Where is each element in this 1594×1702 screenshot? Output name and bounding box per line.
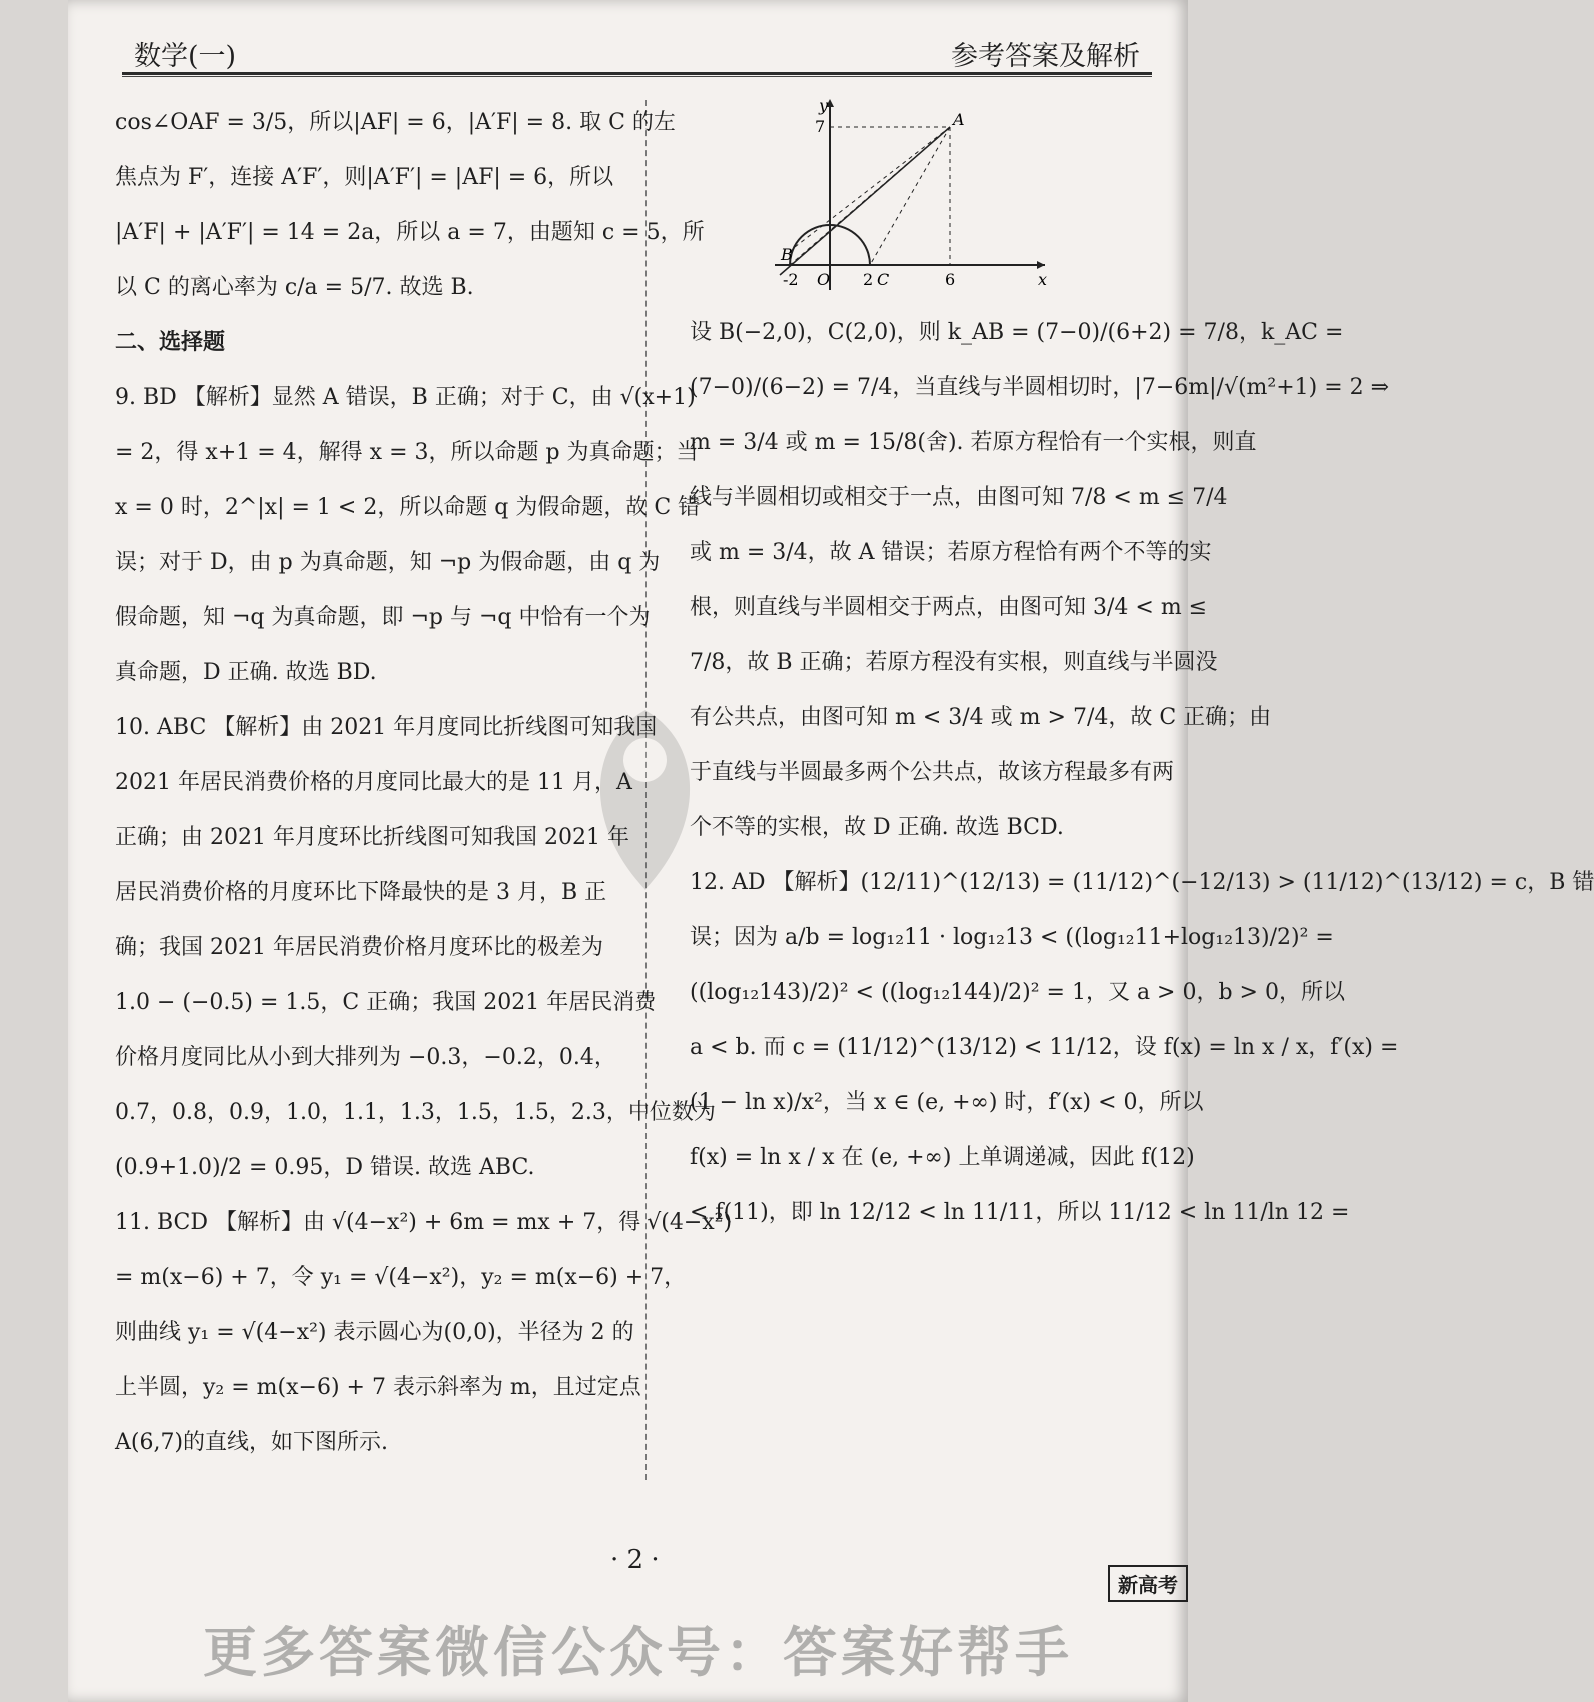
label-a: A xyxy=(953,110,965,129)
text-line: 设 B(−2,0)，C(2,0)，则 k_AB = (7−0)/(6+2) = 7/8，k_AC = xyxy=(690,320,1344,345)
text-line: a < b. 而 c = (11/12)^(13/12) < 11/12，设 f(x) = ln x / x，f′(x) = xyxy=(690,1035,1399,1060)
label-c: C xyxy=(877,270,890,289)
text-line: f(x) = ln x / x 在 (e, +∞) 上单调递减，因此 f(12) xyxy=(690,1145,1195,1170)
semicircle-line-graph xyxy=(755,95,1055,295)
label-o: O xyxy=(817,270,831,289)
watermark-text: 更多答案微信公众号：答案好帮手 xyxy=(203,1621,1073,1684)
text-line: 价格月度同比从小到大排列为 −0.3，−0.2，0.4， xyxy=(115,1045,616,1070)
text-line: 假命题，知 ¬q 为真命题，即 ¬p 与 ¬q 中恰有一个为 xyxy=(115,605,651,630)
text-line: 确；我国 2021 年居民消费价格月度环比的极差为 xyxy=(115,935,603,960)
label-b: B xyxy=(781,245,793,264)
text-line: (1 − ln x)/x²，当 x ∈ (e, +∞) 时，f′(x) < 0，所以 xyxy=(690,1090,1204,1115)
text-line: cos∠OAF = 3/5，所以|AF| = 6，|A′F| = 8. 取 C 的左 xyxy=(115,110,676,135)
tangent-line xyxy=(795,127,950,247)
text-line: 真命题，D 正确. 故选 BD. xyxy=(115,660,377,685)
section-heading: 二、选择题 xyxy=(115,329,226,355)
tick-x-minus2: -2 xyxy=(783,270,799,289)
tick-x2: 2 xyxy=(863,270,874,289)
text-line: 于直线与半圆最多两个公共点，故该方程最多有两 xyxy=(690,760,1175,785)
text-line: < f(11)，即 ln 12/12 < ln 11/11，所以 11/12 < ln 11/ln 12 = xyxy=(690,1200,1350,1225)
header-rule xyxy=(122,76,1152,77)
page-number: · 2 · xyxy=(610,1545,660,1575)
text-line: 以 C 的离心率为 c/a = 5/7. 故选 B. xyxy=(115,275,474,300)
text-line: 误；对于 D，由 p 为真命题，知 ¬p 为假命题，由 q 为 xyxy=(115,550,661,575)
text-line: 正确；由 2021 年月度环比折线图可知我国 2021 年 xyxy=(115,825,629,850)
text-line: 居民消费价格的月度环比下降最快的是 3 月，B 正 xyxy=(115,880,607,905)
text-line: 焦点为 F′，连接 A′F′，则|A′F′| = |AF| = 6，所以 xyxy=(115,165,614,190)
text-line: = m(x−6) + 7，令 y₁ = √(4−x²)，y₂ = m(x−6) + 7， xyxy=(115,1265,687,1290)
text-line: A(6,7)的直线，如下图所示. xyxy=(115,1430,389,1455)
text-line: 有公共点，由图可知 m < 3/4 或 m > 7/4，故 C 正确；由 xyxy=(690,705,1272,730)
text-line: 7/8，故 B 正确；若原方程没有实根，则直线与半圆没 xyxy=(690,650,1218,675)
text-line: 则曲线 y₁ = √(4−x²) 表示圆心为(0,0)，半径为 2 的 xyxy=(115,1320,634,1345)
text-line: 10. ABC 【解析】由 2021 年月度同比折线图可知我国 xyxy=(115,715,658,740)
text-line: 12. AD 【解析】(12/11)^(12/13) = (11/12)^(−12/13) > (11/12)^(13/12) = c，B 错 xyxy=(690,870,1594,895)
text-line: 线与半圆相切或相交于一点，由图可知 7/8 < m ≤ 7/4 xyxy=(690,485,1228,510)
x-axis-arrow-icon xyxy=(1037,261,1045,269)
text-line: 1.0 − (−0.5) = 1.5，C 正确；我国 2021 年居民消费 xyxy=(115,990,657,1015)
tick-y7: 7 xyxy=(815,117,826,136)
text-line: |A′F| + |A′F′| = 14 = 2a，所以 a = 7，由题知 c = 5，所 xyxy=(115,220,705,245)
right-column xyxy=(690,305,1594,1240)
text-line: 个不等的实根，故 D 正确. 故选 BCD. xyxy=(690,815,1064,840)
text-line: 根，则直线与半圆相交于两点，由图可知 3/4 < m ≤ xyxy=(690,595,1208,620)
text-line: 0.7，0.8，0.9，1.0，1.1，1.3，1.5，1.5，2.3，中位数为 xyxy=(115,1100,716,1125)
label-x: x xyxy=(1038,270,1048,289)
text-line: 9. BD 【解析】显然 A 错误，B 正确；对于 C，由 √(x+1) xyxy=(115,385,696,410)
text-line: (7−0)/(6−2) = 7/4，当直线与半圆相切时，|7−6m|/√(m²+1) = 2 ⇒ xyxy=(690,375,1390,400)
secant-line xyxy=(780,127,950,275)
text-line: 或 m = 3/4，故 A 错误；若原方程恰有两个不等的实 xyxy=(690,540,1212,565)
edition-badge: 新高考 xyxy=(1108,1565,1188,1602)
text-line: (0.9+1.0)/2 = 0.95，D 错误. 故选 ABC. xyxy=(115,1155,535,1180)
header-subject: 数学(一) xyxy=(134,41,237,72)
line-ac xyxy=(870,127,950,265)
text-line: = 2，得 x+1 = 4，解得 x = 3，所以命题 p 为真命题；当 xyxy=(115,440,699,465)
tick-x6: 6 xyxy=(945,270,956,289)
header-title: 参考答案及解析 xyxy=(951,41,1140,72)
text-line: 上半圆，y₂ = m(x−6) + 7 表示斜率为 m，且过定点 xyxy=(115,1375,641,1400)
label-y: y xyxy=(819,96,829,115)
text-line: 2021 年居民消费价格的月度同比最大的是 11 月，A xyxy=(115,770,632,795)
text-line: 11. BCD 【解析】由 √(4−x²) + 6m = mx + 7，得 √(4−x²) xyxy=(115,1210,733,1235)
page-header xyxy=(122,28,1152,75)
text-line: m = 3/4 或 m = 15/8(舍). 若原方程恰有一个实根，则直 xyxy=(690,430,1257,455)
left-column xyxy=(115,95,733,1470)
text-line: x = 0 时，2^|x| = 1 < 2，所以命题 q 为假命题，故 C 错 xyxy=(115,495,701,520)
text-line: 误；因为 a/b = log₁₂11 · log₁₂13 < ((log₁₂11+log₁₂13)/2)² = xyxy=(690,925,1334,950)
text-line: ((log₁₂143)/2)² < ((log₁₂144)/2)² = 1，又 a > 0，b > 0，所以 xyxy=(690,980,1345,1005)
